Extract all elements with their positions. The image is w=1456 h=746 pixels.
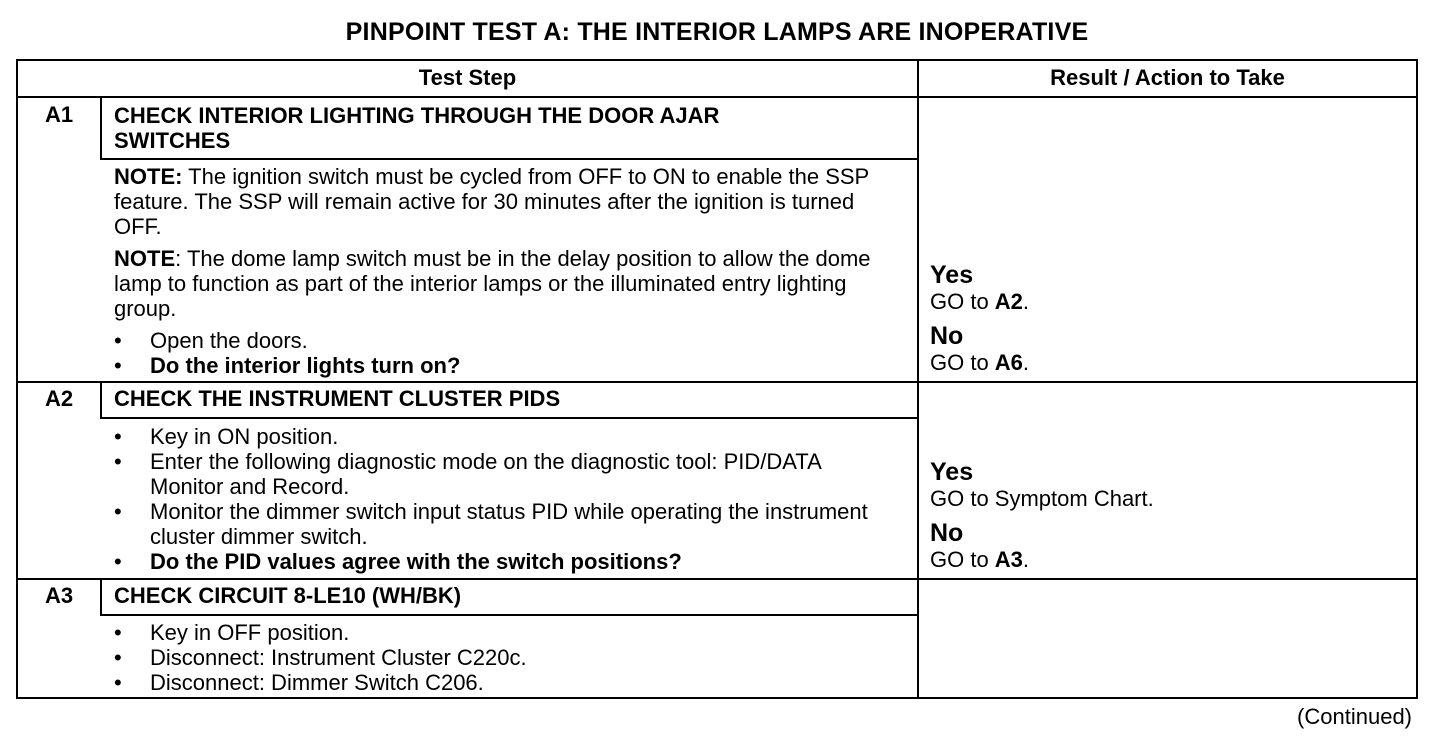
continued-label: (Continued) [1297,704,1412,729]
bullet-question: • Do the PID values agree with the switch positions? [114,549,682,574]
step-body-a2 [114,424,884,574]
step-id-a3: A3 [44,583,74,608]
bullet-item: • Disconnect: Instrument Cluster C220c. [114,645,527,670]
step-id-divider [100,96,102,158]
no-label: No [930,519,964,547]
a3-title-border [100,614,917,616]
a1-row-border [18,381,1416,383]
bullet-icon: • [114,549,122,574]
bullet-item: • Key in ON position. [114,424,339,449]
pinpoint-test-table [16,59,1418,699]
header-row-border [18,96,1416,98]
step-body-a1 [114,164,904,378]
bullet-icon: • [114,499,122,524]
header-test-step: Test Step [418,65,517,90]
bullet-question: • Do the interior lights turn on? [114,353,461,378]
yes-label: Yes [930,261,974,289]
page-title: PINPOINT TEST A: THE INTERIOR LAMPS ARE INOPERATIVE [345,18,1089,46]
result-a2 [930,458,1410,572]
bullet-icon: • [114,328,122,353]
bullet-item: • Key in OFF position. [114,620,350,645]
header-result: Result / Action to Take [1050,65,1285,90]
bullet-icon: • [114,353,122,378]
bullet-item: • Enter the following diagnostic mode on the diagnostic tool: PID/DATA Monitor and Record. [114,449,821,499]
step-id-divider [100,578,102,614]
bullet-icon: • [114,620,122,645]
bullet-icon: • [114,449,122,474]
step-title-a1: CHECK INTERIOR LIGHTING THROUGH THE DOOR AJAR SWITCHES [114,103,720,153]
no-action: GO to A6. [930,350,1030,375]
bullet-icon: • [114,670,122,695]
yes-label: Yes [930,458,974,486]
step-id-divider [100,381,102,417]
yes-action: GO to A2. [930,289,1030,314]
a2-row-border [18,578,1416,580]
step-id-a1: A1 [44,102,74,127]
bullet-icon: • [114,645,122,670]
bullet-icon: • [114,424,122,449]
bullet-item: • Monitor the dimmer switch input status PID while operating the instrument cluster dimmer switch. [114,499,868,549]
step-title-a2: CHECK THE INSTRUMENT CLUSTER PIDS [114,386,561,411]
result-a1 [930,261,1410,375]
a1-title-border [100,158,917,160]
column-divider [917,61,919,697]
note-dome-lamp: NOTE: The dome lamp switch must be in the delay position to allow the dome lamp to function as part of the interior lamps or the illuminated entry lighting group. [114,246,871,321]
bullet-item: • Disconnect: Dimmer Switch C206. [114,670,484,695]
a2-title-border [100,417,917,419]
yes-action: GO to Symptom Chart. [930,486,1154,511]
no-action: GO to A3. [930,547,1030,572]
no-label: No [930,322,964,350]
step-id-a2: A2 [44,386,74,411]
step-title-a3: CHECK CIRCUIT 8-LE10 (WH/BK) [114,583,462,608]
bullet-item: • Open the doors. [114,328,308,353]
step-body-a3 [114,620,884,695]
note-ssp: NOTE: The ignition switch must be cycled from OFF to ON to enable the SSP feature. The SSP will remain active for 30 minutes after the ignition is turned OFF. [114,164,869,239]
